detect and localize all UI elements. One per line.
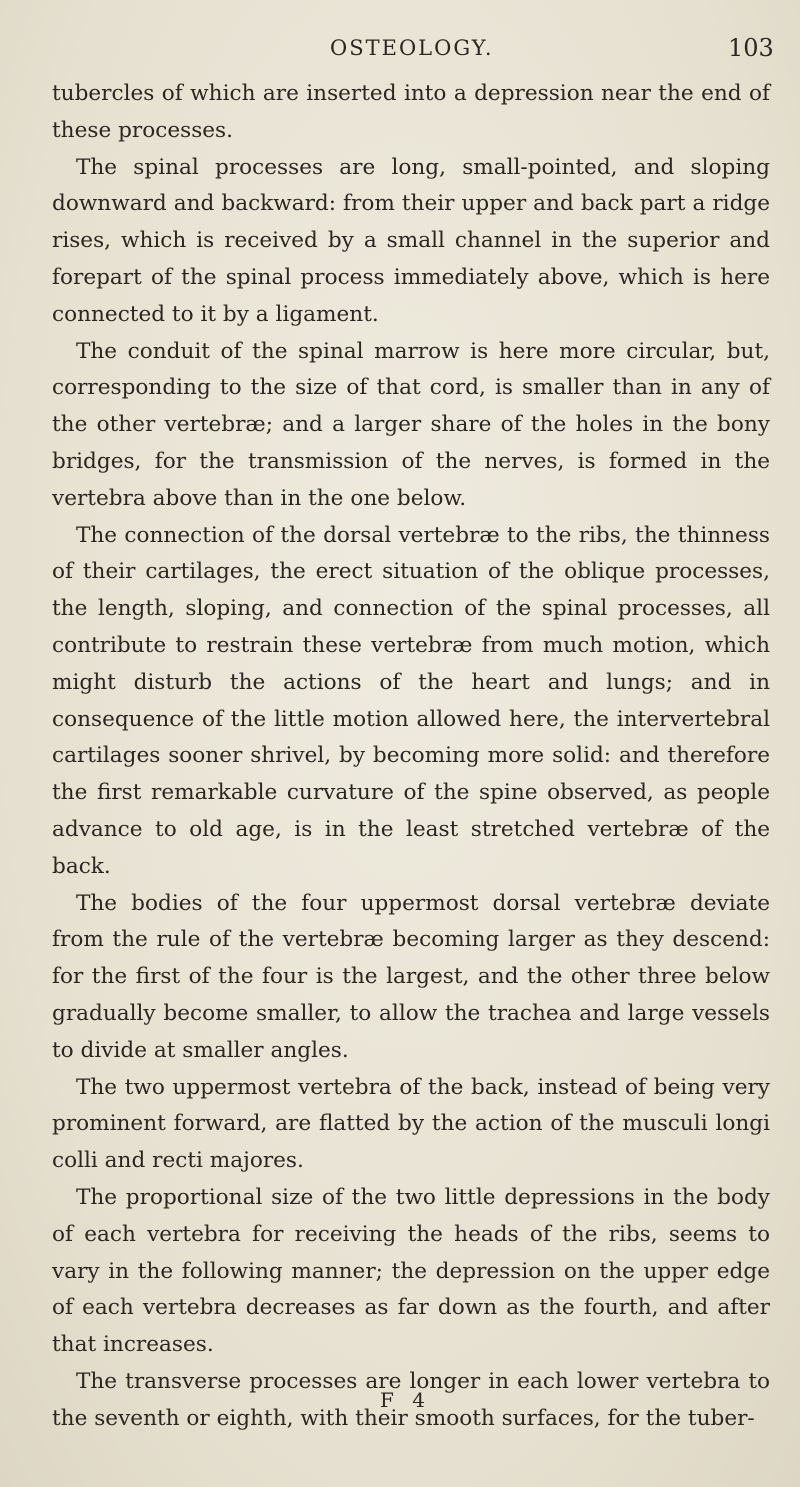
paragraph: The transverse processes are longer in each lower vertebra to the seventh or eighth, with their smooth surfaces, for the tuber- bbox=[52, 1368, 770, 1431]
page-number: 103 bbox=[728, 34, 774, 62]
paragraph: tubercles of which are inserted into a depression near the end of these processes. bbox=[52, 81, 770, 143]
signature-mark: F 4 bbox=[380, 1388, 431, 1412]
paragraph: The two uppermost vertebra of the back, instead of being very prominent forward, are flatted by the action of the musculi longi colli and recti majores. bbox=[52, 1074, 770, 1174]
body-text bbox=[52, 76, 770, 1437]
paragraph: The connection of the dorsal vertebræ to the ribs, the thinness of their cartilages, the erect situation of the oblique processes, the length, sloping, and connection of the spinal processes, all contribute to restrain these vertebræ from much motion, which might disturb the actions of the heart and lungs; and in consequence of the little motion allowed here, the intervertebral cartilages sooner shrivel, by becoming more solid: and therefore the first remarkable curvature of the spine observed, as people advance to old age, is in the least stretched vertebræ of the back. bbox=[52, 522, 770, 879]
paragraph: The proportional size of the two little depressions in the body of each vertebra for receiving the heads of the ribs, seems to vary in the following manner; the depression on the upper edge of each vertebra decreases as far down as the fourth, and after that increases. bbox=[52, 1184, 770, 1358]
paragraph: The spinal processes are long, small-pointed, and sloping downward and backward: from their upper and back part a ridge rises, which is received by a small channel in the superior and forepart of the spinal process immediately above, which is here connected to it by a ligament. bbox=[52, 154, 770, 327]
page-header bbox=[0, 36, 800, 76]
paragraph: The conduit of the spinal marrow is here more circular, but, corresponding to the size of that cord, is smaller than in any of the other vertebræ; and a larger share of the holes in the bony bridges, for the transmission of the nerves, is formed in the vertebra above than in the one below. bbox=[52, 338, 770, 511]
running-title: OSTEOLOGY. bbox=[330, 36, 494, 60]
paragraph: The bodies of the four uppermost dorsal vertebræ deviate from the rule of the vertebræ becoming larger as they descend: for the first of the four is the largest, and the other three below gradually become smaller, to allow the trachea and large vessels to divide at smaller angles. bbox=[52, 890, 770, 1063]
